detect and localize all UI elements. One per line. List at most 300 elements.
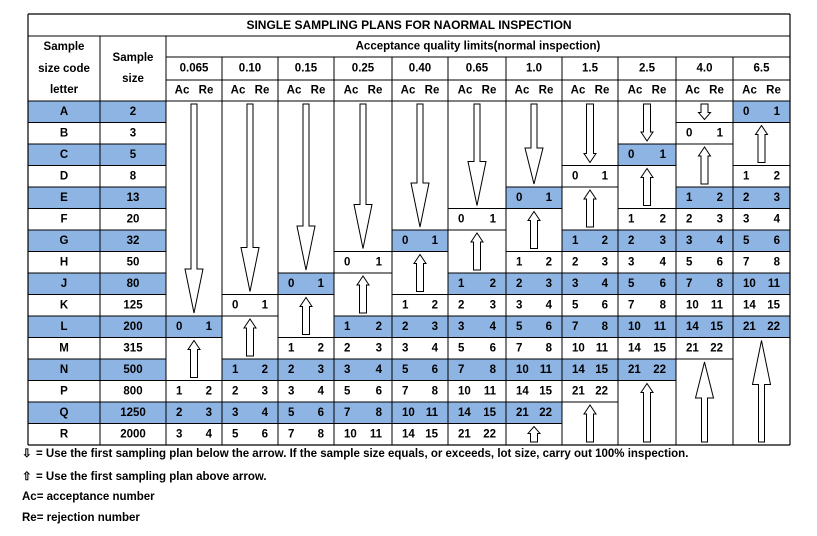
sample-size-value: 8: [129, 170, 137, 183]
plan-ac: 0: [458, 213, 465, 226]
aql-level-label: 1.0: [526, 62, 542, 75]
sample-size-code: D: [59, 170, 69, 183]
plan-highlight: [278, 402, 334, 424]
plan-ac: 0: [402, 234, 409, 247]
plan-re: 11: [595, 342, 608, 355]
aql-level-label: 0.65: [465, 62, 489, 75]
plan-ac: 14: [628, 342, 641, 355]
plan-highlight: [618, 230, 676, 252]
plan-re: 11: [710, 299, 723, 312]
sample-size-value: 315: [123, 342, 143, 355]
row-highlight: [28, 316, 166, 338]
aql-level-label: 6.5: [753, 62, 770, 75]
plan-re: 3: [489, 299, 496, 312]
plan-re: 11: [767, 277, 780, 290]
plan-ac: 1: [516, 256, 523, 269]
plan-re: 6: [375, 385, 382, 398]
plan-ac: 14: [572, 363, 585, 376]
plan-highlight: [448, 316, 506, 338]
sample-size-code: B: [59, 127, 69, 140]
plan-ac: 10: [458, 385, 471, 398]
plan-ac: 3: [628, 256, 635, 269]
plan-re: 1: [659, 148, 666, 161]
plan-highlight: [562, 316, 618, 338]
plan-re: 4: [773, 213, 780, 226]
aql-level-label: 0.25: [351, 62, 375, 75]
plan-ac: 5: [686, 256, 693, 269]
sample-size-value: 800: [123, 385, 143, 398]
plan-re: 11: [539, 363, 552, 376]
sample-size-value: 2: [129, 105, 137, 118]
plan-highlight: [392, 316, 448, 338]
sample-size-code: N: [59, 363, 69, 376]
ac-header: Ac: [742, 84, 757, 97]
plan-highlight: [392, 359, 448, 381]
plan-ac: 2: [572, 256, 579, 269]
row-highlight: [28, 359, 166, 381]
plan-re: 2: [489, 277, 496, 290]
sample-size-code: P: [60, 385, 68, 398]
plan-highlight: [392, 402, 448, 424]
plan-re: 15: [425, 428, 438, 441]
plan-ac: 2: [686, 213, 693, 226]
plan-ac: 1: [232, 363, 239, 376]
sample-size-value: 20: [126, 213, 140, 226]
ac-header: Ac: [570, 84, 586, 97]
plan-highlight: [733, 273, 790, 295]
plan-ac: 0: [176, 320, 183, 333]
sample-size-value: 13: [126, 191, 140, 204]
re-header: Re: [651, 84, 667, 97]
plan-ac: 14: [402, 428, 415, 441]
up-arrow-icon: [528, 427, 540, 443]
plan-ac: 2: [288, 363, 295, 376]
plan-re: 4: [489, 320, 496, 333]
plan-highlight: [392, 230, 448, 252]
plan-re: 2: [716, 191, 723, 204]
sample-size-code: C: [59, 148, 69, 161]
plan-re: 22: [483, 428, 496, 441]
plan-re: 1: [431, 234, 438, 247]
plan-re: 3: [375, 342, 382, 355]
note-ac-definition: Ac= acceptance number: [22, 491, 155, 503]
plan-ac: 7: [402, 385, 409, 398]
plan-ac: 3: [743, 213, 750, 226]
note-up-text: = Use the first sampling plan above arrow.: [36, 471, 267, 483]
plan-highlight: [448, 273, 506, 295]
plan-re: 22: [653, 363, 666, 376]
down-arrow-icon: [185, 104, 203, 313]
down-arrow-icon: [525, 104, 543, 184]
plan-re: 15: [539, 385, 552, 398]
plan-ac: 14: [516, 385, 529, 398]
sample-size-code: R: [59, 428, 69, 441]
sample-size-value: 200: [123, 320, 143, 333]
ac-header: Ac: [230, 84, 246, 97]
up-arrow-icon: [188, 341, 200, 378]
plan-ac: 10: [743, 277, 756, 290]
up-arrow-icon: [244, 319, 256, 356]
plan-re: 22: [539, 406, 552, 419]
plan-highlight: [733, 187, 790, 209]
aql-level-label: 0.065: [179, 62, 209, 75]
plan-re: 6: [261, 428, 268, 441]
plan-ac: 21: [516, 406, 529, 419]
plan-ac: 1: [176, 385, 183, 398]
sample-size-value: 125: [123, 299, 143, 312]
up-arrow-icon: [357, 276, 369, 313]
plan-highlight: [334, 402, 392, 424]
sample-size-code: A: [59, 105, 69, 118]
up-arrow-icon: [584, 405, 596, 442]
header-code-line3: letter: [49, 84, 79, 96]
sample-size-code: L: [60, 320, 68, 333]
plan-re: 2: [659, 213, 666, 226]
plan-ac: 7: [572, 320, 579, 333]
plan-ac: 1: [743, 170, 750, 183]
plan-highlight: [334, 316, 392, 338]
plan-re: 22: [767, 320, 780, 333]
up-arrow-icon: [414, 255, 426, 292]
up-arrow-icon: [471, 233, 483, 270]
sample-size-value: 5: [129, 148, 137, 161]
up-arrow-icon: [528, 212, 540, 249]
plan-re: 8: [773, 256, 780, 269]
plan-re: 8: [431, 385, 438, 398]
plan-re: 2: [773, 170, 780, 183]
down-arrow-icon: [584, 104, 596, 163]
plan-ac: 5: [232, 428, 239, 441]
plan-ac: 7: [516, 342, 523, 355]
plan-highlight: [448, 402, 506, 424]
plan-ac: 7: [686, 277, 693, 290]
plan-re: 11: [425, 406, 438, 419]
plan-ac: 0: [743, 105, 750, 118]
ac-header: Ac: [343, 84, 359, 97]
ac-header: Ac: [457, 84, 473, 97]
down-arrow-icon: [641, 104, 653, 141]
row-highlight: [28, 187, 166, 209]
plan-ac: 2: [743, 191, 750, 204]
sample-size-code: Q: [59, 406, 69, 419]
down-arrow-icon: [699, 104, 711, 120]
plan-re: 4: [716, 234, 723, 247]
plan-re: 4: [375, 363, 382, 376]
row-highlight: [28, 230, 166, 252]
plan-re: 15: [767, 299, 780, 312]
aql-level-label: 0.40: [408, 62, 432, 75]
up-arrow-icon: [584, 190, 596, 227]
ac-header: Ac: [174, 84, 190, 97]
re-header: Re: [367, 84, 383, 97]
plan-re: 15: [483, 406, 496, 419]
re-header: Re: [310, 84, 326, 97]
plan-re: 8: [375, 406, 382, 419]
plan-re: 4: [317, 385, 324, 398]
plan-ac: 1: [288, 342, 295, 355]
plan-ac: 21: [572, 385, 585, 398]
plan-ac: 1: [628, 213, 635, 226]
plan-ac: 21: [686, 342, 699, 355]
plan-highlight: [733, 316, 790, 338]
plan-ac: 0: [572, 170, 579, 183]
sample-size-code: F: [60, 213, 68, 226]
plan-ac: 3: [402, 342, 409, 355]
plan-re: 11: [483, 385, 496, 398]
up-arrow-icon: [696, 362, 714, 442]
plan-ac: 5: [458, 342, 465, 355]
plan-re: 6: [773, 234, 780, 247]
plan-re: 8: [659, 299, 666, 312]
up-arrow-icon: [641, 169, 653, 206]
row-highlight: [28, 101, 166, 123]
plan-ac: 2: [458, 299, 465, 312]
plan-ac: 0: [232, 299, 239, 312]
sample-size-code: H: [59, 256, 69, 269]
plan-ac: 7: [344, 406, 351, 419]
plan-ac: 0: [628, 148, 635, 161]
plan-re: 1: [773, 105, 780, 118]
plan-highlight: [166, 402, 222, 424]
sample-size-code: G: [59, 234, 69, 247]
plan-highlight: [334, 359, 392, 381]
plan-re: 22: [595, 385, 608, 398]
plan-re: 6: [489, 342, 496, 355]
plan-ac: 5: [288, 406, 295, 419]
plan-highlight: [448, 359, 506, 381]
plan-ac: 21: [628, 363, 641, 376]
plan-highlight: [506, 187, 562, 209]
plan-ac: 3: [232, 406, 239, 419]
ac-header: Ac: [514, 84, 530, 97]
plan-highlight: [278, 273, 334, 295]
plan-re: 6: [545, 320, 552, 333]
plan-re: 22: [710, 342, 723, 355]
plan-ac: 0: [516, 191, 523, 204]
plan-re: 4: [205, 428, 212, 441]
plan-re: 8: [489, 363, 496, 376]
plan-highlight: [676, 230, 733, 252]
sample-size-code: K: [59, 299, 69, 312]
down-arrow-icon: [411, 104, 429, 227]
plan-ac: 0: [288, 277, 295, 290]
plan-highlight: [506, 359, 562, 381]
up-arrow-icon: [300, 298, 312, 335]
re-header: Re: [198, 84, 214, 97]
plan-re: 8: [716, 277, 723, 290]
plan-highlight: [222, 402, 278, 424]
plan-ac: 21: [743, 320, 756, 333]
re-header: Re: [594, 84, 610, 97]
down-arrow-icon: [468, 104, 486, 206]
sample-size-value: 1250: [120, 406, 146, 419]
up-arrow-icon: [641, 384, 653, 443]
plan-ac: 7: [288, 428, 295, 441]
sample-size-value: 50: [126, 256, 140, 269]
ac-header: Ac: [627, 84, 643, 97]
plan-ac: 10: [572, 342, 585, 355]
plan-re: 2: [205, 385, 212, 398]
plan-re: 2: [431, 299, 438, 312]
header-aql-title: Acceptance quality limits(normal inspection): [355, 40, 601, 53]
plan-ac: 2: [232, 385, 239, 398]
plan-re: 15: [710, 320, 723, 333]
plan-re: 15: [653, 342, 666, 355]
header-code-line2: size code: [38, 63, 90, 75]
plan-re: 11: [653, 320, 666, 333]
up-arrow-icon: [753, 341, 771, 443]
down-arrow-icon: [354, 104, 372, 249]
plan-highlight: [733, 230, 790, 252]
plan-re: 6: [716, 256, 723, 269]
plan-ac: 1: [402, 299, 409, 312]
plan-highlight: [618, 316, 676, 338]
down-arrow-icon: [241, 104, 259, 292]
plan-ac: 3: [572, 277, 579, 290]
re-header: Re: [254, 84, 270, 97]
plan-highlight: [676, 316, 733, 338]
plan-re: 3: [205, 406, 212, 419]
plan-re: 3: [659, 234, 666, 247]
sample-size-value: 3: [129, 127, 137, 140]
plan-ac: 1: [572, 234, 579, 247]
sample-size-value: 80: [126, 277, 140, 290]
plan-highlight: [506, 273, 562, 295]
plan-re: 4: [545, 299, 552, 312]
sample-size-code: E: [60, 191, 68, 204]
plan-re: 2: [601, 234, 608, 247]
plan-highlight: [618, 359, 676, 381]
plan-re: 2: [261, 363, 268, 376]
plan-ac: 10: [628, 320, 641, 333]
plan-re: 4: [431, 342, 438, 355]
plan-ac: 14: [686, 320, 699, 333]
plan-highlight: [676, 187, 733, 209]
plan-highlight: [222, 359, 278, 381]
plan-re: 1: [317, 277, 324, 290]
header-size-line1: Sample: [112, 52, 154, 64]
note-down-text: = Use the first sampling plan below the arrow. If the sample size equals, or exceeds, lot size, carry out 100% inspection.: [36, 448, 689, 460]
plan-ac: 10: [402, 406, 415, 419]
plan-re: 3: [545, 277, 552, 290]
table-title: SINGLE SAMPLING PLANS FOR NAORMAL INSPECTION: [246, 18, 572, 32]
aql-level-label: 2.5: [639, 62, 655, 75]
sample-size-value: 32: [126, 234, 140, 247]
plan-ac: 0: [686, 127, 693, 140]
plan-ac: 10: [686, 299, 699, 312]
sample-size-value: 2000: [120, 428, 146, 441]
plan-highlight: [278, 359, 334, 381]
plan-highlight: [618, 273, 676, 295]
sample-size-code: J: [60, 277, 68, 290]
plan-highlight: [618, 144, 676, 166]
plan-ac: 21: [458, 428, 471, 441]
plan-re: 1: [261, 299, 268, 312]
header-code-line1: Sample: [43, 41, 85, 53]
plan-highlight: [506, 316, 562, 338]
plan-ac: 5: [743, 234, 750, 247]
plan-ac: 0: [344, 256, 351, 269]
sample-size-code: M: [59, 342, 69, 355]
plan-ac: 3: [344, 363, 351, 376]
down-arrow-icon: ⇩: [22, 448, 32, 460]
plan-ac: 1: [344, 320, 351, 333]
plan-ac: 2: [344, 342, 351, 355]
plan-ac: 3: [516, 299, 523, 312]
plan-re: 4: [601, 277, 608, 290]
plan-re: 1: [716, 127, 723, 140]
plan-highlight: [733, 101, 790, 123]
plan-ac: 3: [176, 428, 183, 441]
plan-ac: 5: [402, 363, 409, 376]
plan-highlight: [562, 359, 618, 381]
plan-re: 2: [545, 256, 552, 269]
re-header: Re: [481, 84, 497, 97]
plan-ac: 7: [458, 363, 465, 376]
up-arrow-icon: [699, 147, 711, 184]
ac-header: Ac: [286, 84, 302, 97]
plan-re: 6: [601, 299, 608, 312]
plan-highlight: [506, 402, 562, 424]
plan-re: 1: [545, 191, 552, 204]
note-re-definition: Re= rejection number: [22, 512, 140, 524]
plan-re: 6: [317, 406, 324, 419]
aql-level-label: 1.5: [582, 62, 598, 75]
plan-ac: 10: [516, 363, 529, 376]
plan-re: 2: [317, 342, 324, 355]
plan-ac: 5: [516, 320, 523, 333]
plan-ac: 5: [572, 299, 579, 312]
re-header: Re: [709, 84, 724, 97]
plan-ac: 3: [686, 234, 693, 247]
plan-re: 3: [716, 213, 723, 226]
plan-re: 3: [261, 385, 268, 398]
plan-re: 4: [261, 406, 268, 419]
plan-ac: 14: [458, 406, 471, 419]
plan-re: 8: [601, 320, 608, 333]
plan-ac: 2: [516, 277, 523, 290]
plan-re: 15: [595, 363, 608, 376]
plan-highlight: [562, 273, 618, 295]
plan-ac: 2: [176, 406, 183, 419]
re-header: Re: [538, 84, 554, 97]
header-size-line2: size: [122, 73, 144, 85]
plan-ac: 3: [288, 385, 295, 398]
plan-re: 1: [205, 320, 212, 333]
aql-level-label: 0.15: [294, 62, 318, 75]
plan-re: 1: [489, 213, 496, 226]
re-header: Re: [766, 84, 781, 97]
plan-ac: 10: [344, 428, 357, 441]
plan-re: 6: [431, 363, 438, 376]
aql-level-label: 0.10: [238, 62, 262, 75]
plan-re: 3: [773, 191, 780, 204]
row-highlight: [28, 144, 166, 166]
up-arrow-icon: [756, 126, 768, 163]
re-header: Re: [424, 84, 440, 97]
plan-ac: 5: [628, 277, 635, 290]
plan-re: 1: [601, 170, 608, 183]
plan-ac: 1: [458, 277, 465, 290]
plan-ac: 7: [743, 256, 750, 269]
plan-highlight: [562, 230, 618, 252]
plan-re: 3: [601, 256, 608, 269]
ac-header: Ac: [685, 84, 700, 97]
plan-highlight: [676, 273, 733, 295]
note-down-arrow: [22, 446, 688, 460]
plan-ac: 1: [686, 191, 693, 204]
plan-re: 8: [545, 342, 552, 355]
